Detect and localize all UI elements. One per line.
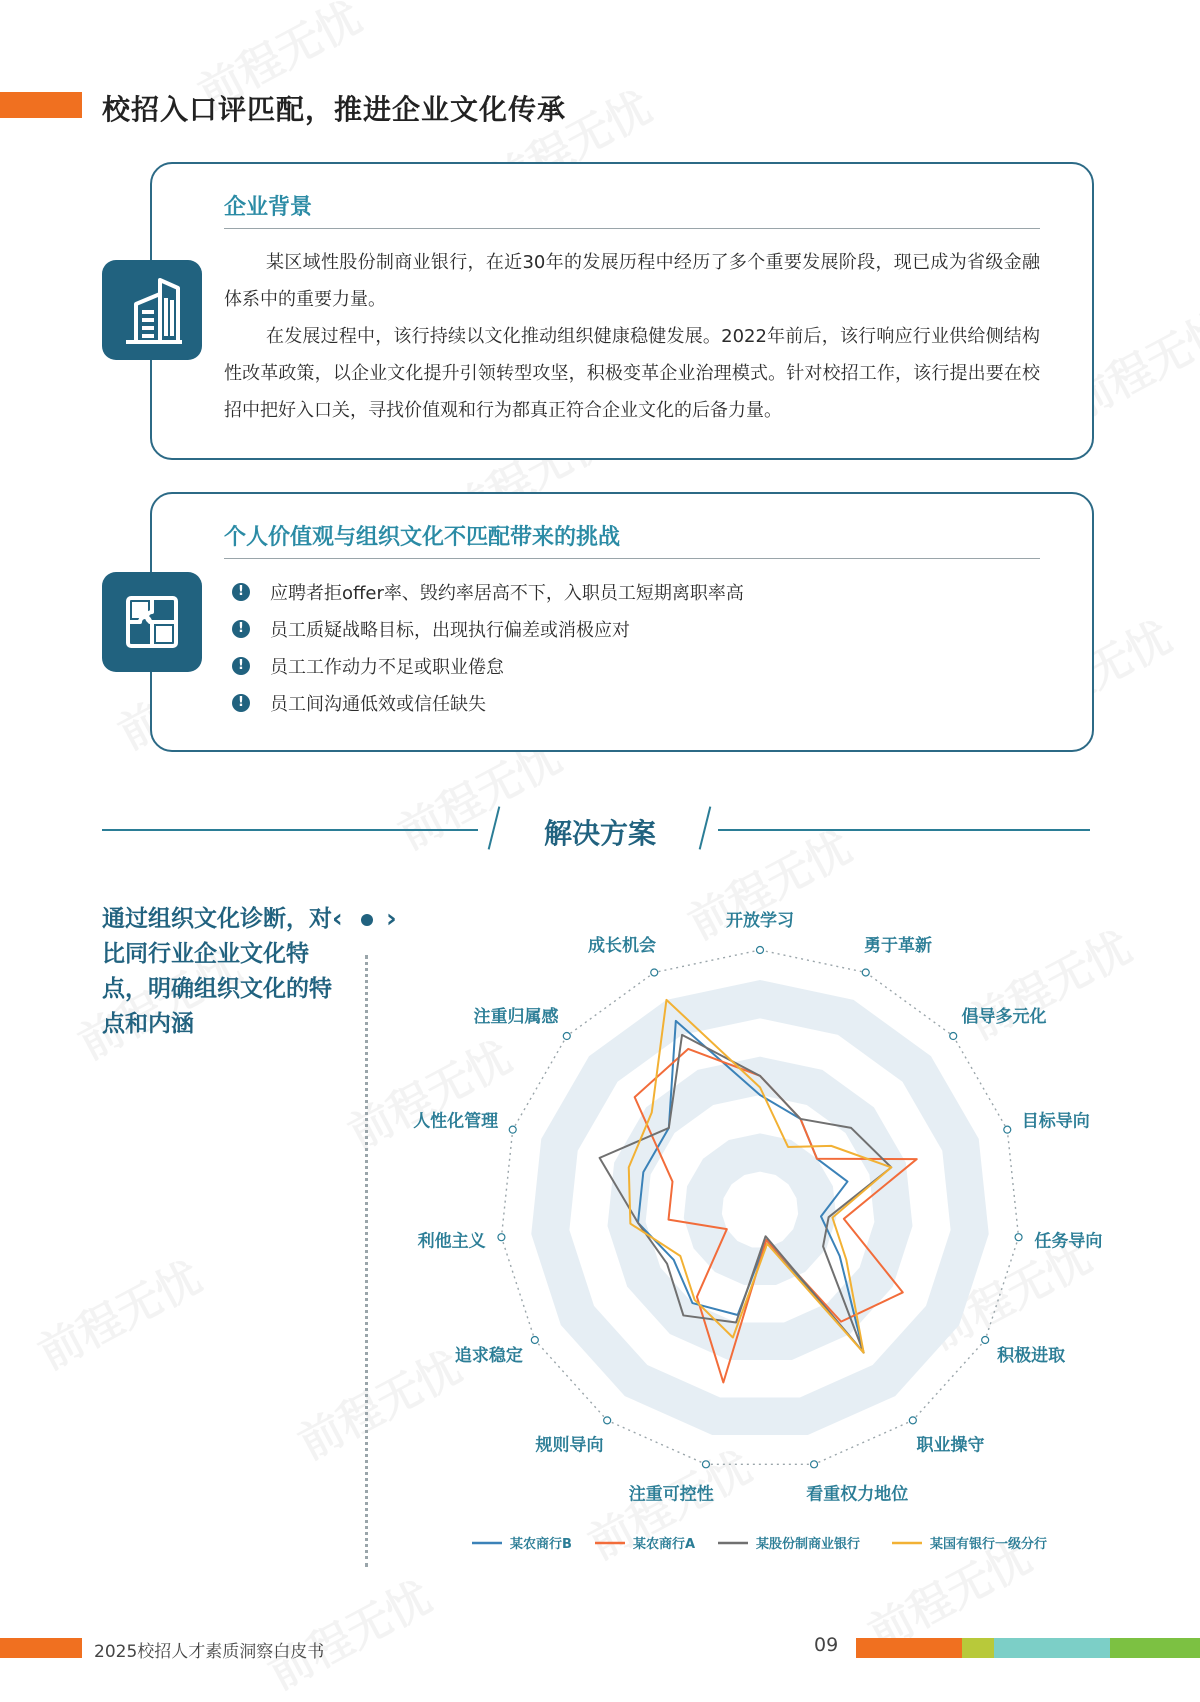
challenge-item-text: 应聘者拒offer率、毁约率居高不下，入职员工短期离职率高 [270, 583, 744, 604]
radar-axis-label: 成长机会 [588, 936, 657, 957]
radar-axis-label: 倡导多元化 [961, 1006, 1047, 1027]
background-paragraph: 某区域性股份制商业银行，在近30年的发展历程中经历了多个重要发展阶段，现已成为省级金融体系中的重要力量。 [224, 252, 1040, 310]
radar-axis-marker [531, 1337, 538, 1344]
radar-axis-label: 看重权力地位 [806, 1484, 909, 1505]
background-card [150, 162, 1094, 460]
radar-axis-marker [651, 969, 658, 976]
challenge-item [232, 692, 486, 718]
radar-axis-marker [1015, 1234, 1022, 1241]
radar-axis-marker [509, 1126, 516, 1133]
radar-axis-label: 追求稳定 [454, 1346, 523, 1366]
radar-axis-marker [563, 1033, 570, 1040]
card-divider [224, 558, 1040, 559]
radar-axis-label: 注重归属感 [473, 1006, 559, 1027]
legend-label: 某股份制商业银行 [756, 1537, 861, 1552]
legend-label: 某国有银行一级分行 [930, 1537, 1048, 1552]
card-divider [224, 228, 1040, 229]
radar-axis-marker [498, 1234, 505, 1241]
radar-axis-marker [1004, 1126, 1011, 1133]
radar-axis-marker [862, 969, 869, 976]
background-paragraph: 在发展过程中，该行持续以文化推动组织健康稳健发展。2022年前后，该行响应行业供给侧结构性改革政策，以企业文化提升引领转型攻坚，积极变革企业治理模式。针对校招工作，该行提出要在校招中把好入口关，寻找价值观和行为都真正符合企业文化的后备力量。 [224, 326, 1040, 421]
carousel-dot[interactable] [361, 914, 373, 926]
solution-description: 通过组织文化诊断，对比同行业企业文化特点，明确组织文化的特点和内涵 [102, 906, 332, 1037]
section-divider-right [718, 829, 1090, 831]
radar-axis-label: 职业操守 [916, 1435, 985, 1456]
header-accent-bar [0, 92, 82, 118]
radar-axis-marker [757, 947, 764, 954]
radar-chart [380, 905, 1160, 1570]
footer-color-segment [1110, 1638, 1200, 1658]
radar-axis-marker [604, 1417, 611, 1424]
section-divider-slash [699, 806, 712, 849]
dotted-connector [365, 955, 368, 1567]
radar-axis-marker [982, 1337, 989, 1344]
page-title: 校招入口评匹配，推进企业文化传承 [102, 93, 567, 126]
alert-icon: ! [232, 583, 250, 601]
section-divider-slash [488, 806, 501, 849]
legend-label: 某农商行B [510, 1537, 572, 1552]
watermark [25, 1242, 210, 1381]
radar-axis-label: 积极进取 [997, 1346, 1066, 1366]
radar-axis-marker [702, 1461, 709, 1468]
challenge-item-text: 员工工作动力不足或职业倦怠 [270, 657, 504, 678]
puzzle-icon [102, 572, 202, 672]
legend-label: 某农商行A [633, 1537, 696, 1552]
footer-color-segment [994, 1638, 1110, 1658]
radar-axis-label: 规则导向 [535, 1435, 604, 1456]
challenge-item-text: 员工质疑战略目标，出现执行偏差或消极应对 [270, 620, 630, 641]
radar-axis-label: 任务导向 [1034, 1231, 1103, 1252]
challenge-item [232, 655, 504, 681]
building-icon [102, 260, 202, 360]
radar-axis-label: 开放学习 [726, 911, 794, 931]
challenge-card-title: 个人价值观与组织文化不匹配带来的挑战 [224, 525, 621, 550]
section-divider-left [102, 829, 478, 831]
alert-icon: ! [232, 620, 250, 638]
solution-title: 解决方案 [543, 817, 656, 850]
page-number: 09 [814, 1634, 839, 1656]
footer-color-segment [856, 1638, 962, 1658]
footer-title: 2025校招人才素质洞察白皮书 [94, 1642, 325, 1662]
radar-axis-label: 注重可控性 [628, 1484, 714, 1505]
challenge-item [232, 581, 744, 607]
radar-axis-label: 目标导向 [1021, 1111, 1090, 1132]
chevron-left-icon[interactable]: ‹ [332, 904, 343, 934]
challenge-item-text: 员工间沟通低效或信任缺失 [270, 694, 486, 715]
challenge-card [150, 492, 1094, 752]
footer-accent-bar [0, 1638, 82, 1658]
challenge-item [232, 618, 630, 644]
radar-axis-label: 勇于革新 [863, 936, 932, 957]
background-text [224, 244, 1040, 429]
alert-icon: ! [232, 694, 250, 712]
radar-axis-label: 利他主义 [417, 1231, 486, 1252]
chevron-right-icon[interactable]: › [386, 904, 397, 934]
background-card-title: 企业背景 [224, 195, 313, 220]
alert-icon: ! [232, 657, 250, 675]
watermark [255, 1562, 440, 1701]
radar-axis-marker [909, 1417, 916, 1424]
radar-axis-marker [811, 1461, 818, 1468]
radar-axis-label: 人性化管理 [413, 1111, 499, 1132]
radar-axis-marker [950, 1033, 957, 1040]
footer-color-segment [962, 1638, 994, 1658]
